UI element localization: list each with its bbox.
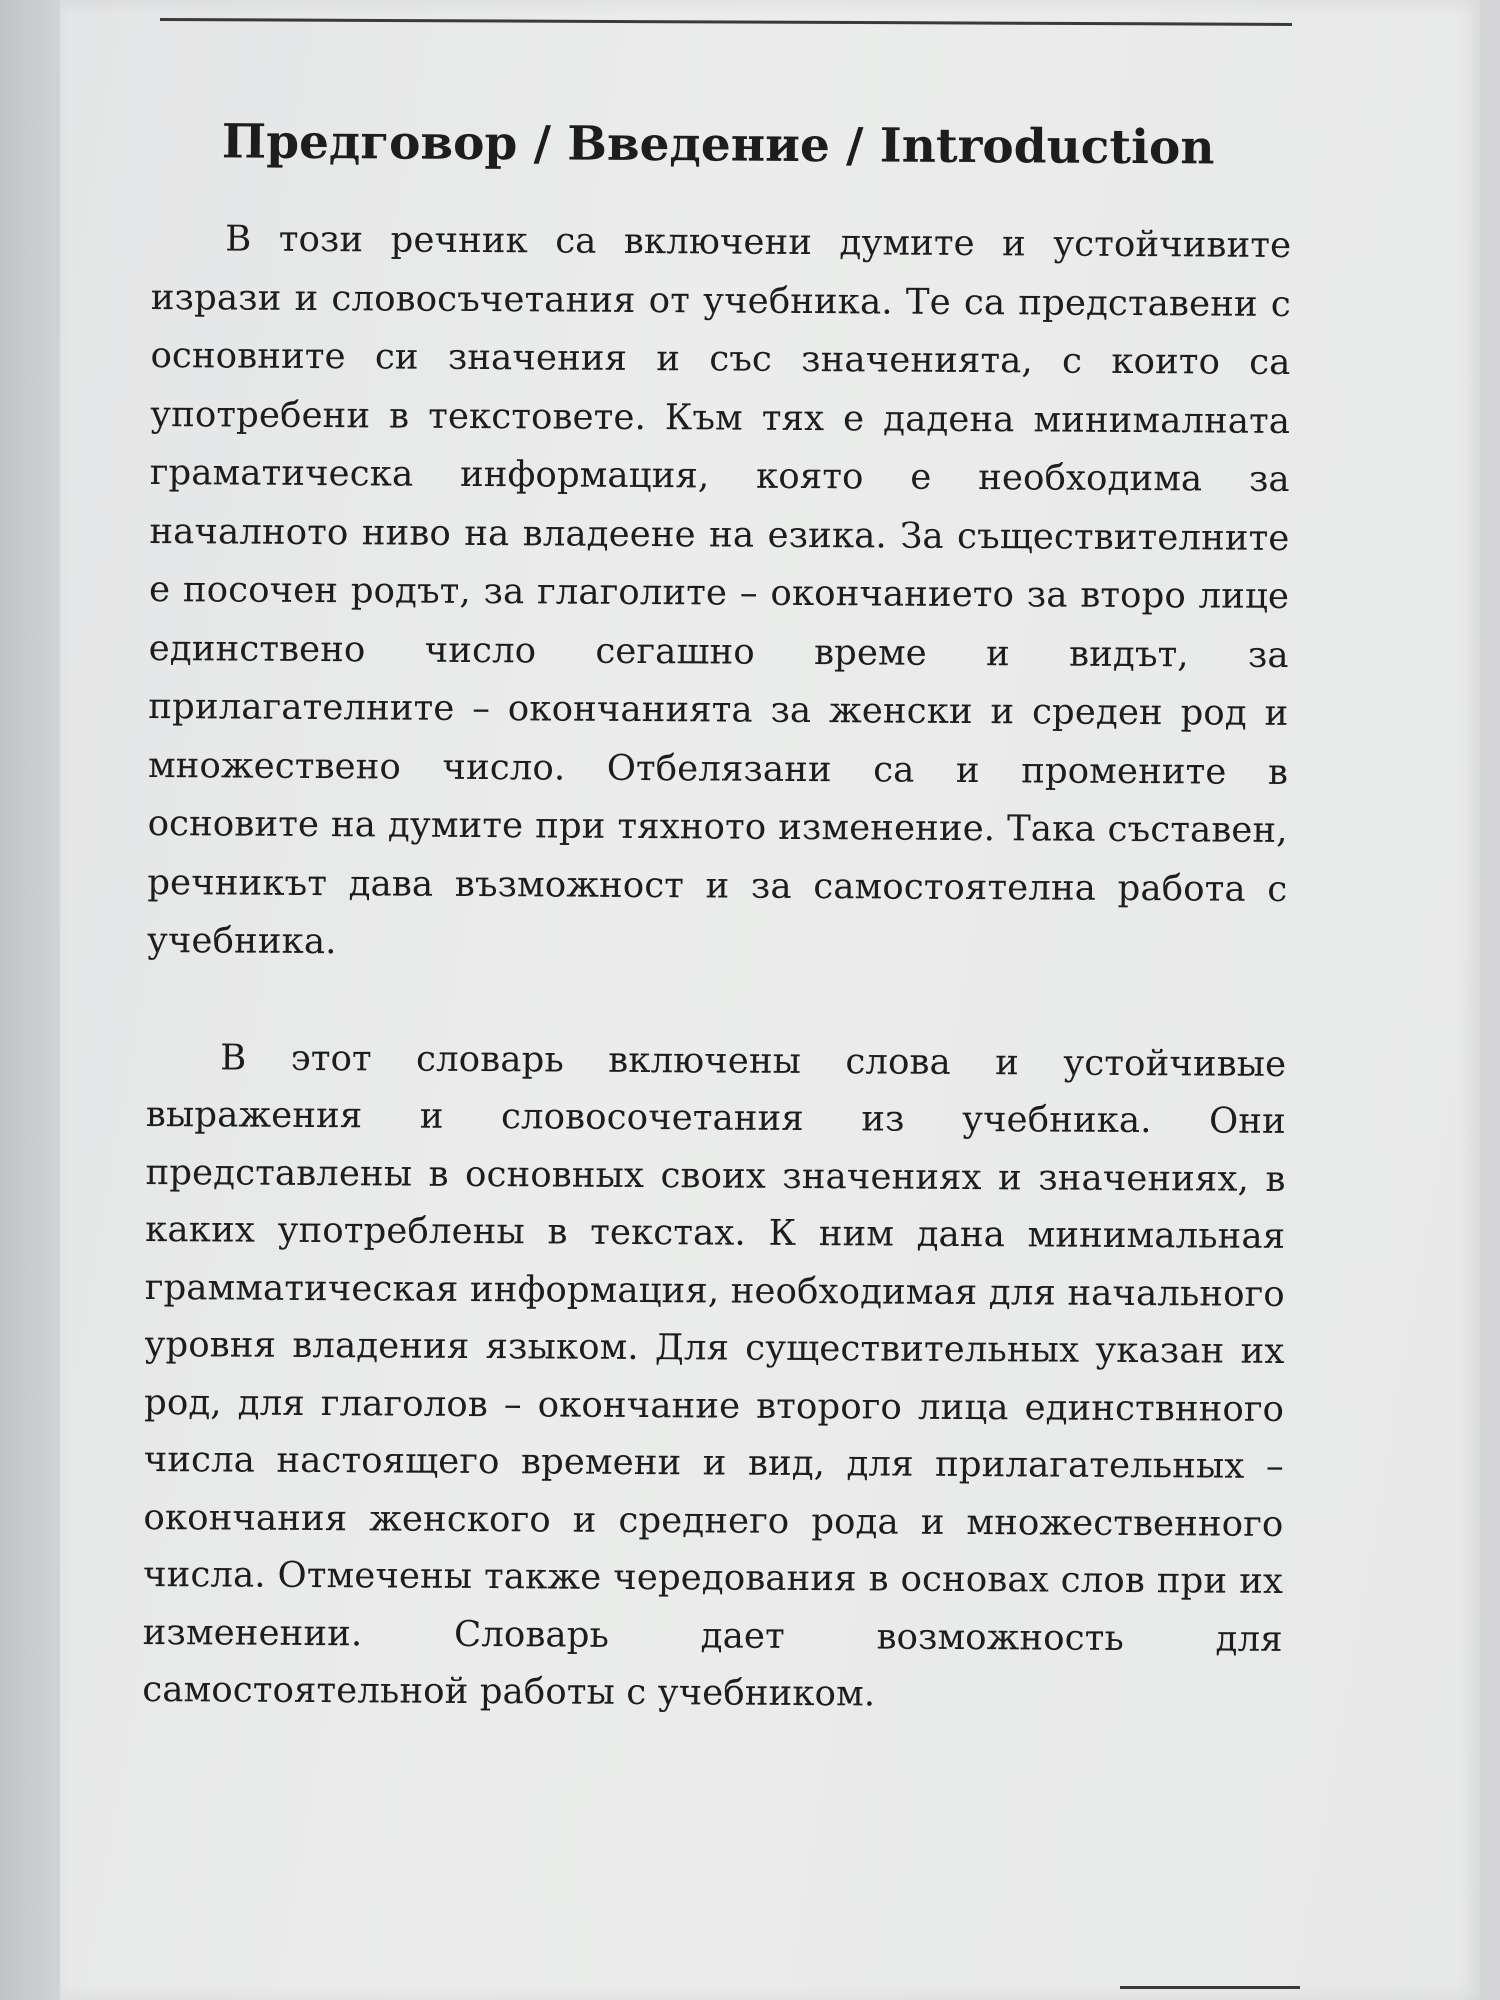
paragraph-russian: В этот словарь включены слова и устойчивые выражения и словосочетания из учебника. Они представлены в основных своих значениях и значениях, в каких употреблены в текстах. К ним дана минимальная грамматическая информация, необходимая для начального уровня владения языком. Для существительных указан их род, для глаголов – окончание второго лица единствнного числа настоящего времени и вид, для прилагательных – окончания женского и среднего рода и множественного числа. Отмечены также чередования в основах слов при их изменении. Словарь дает возможность для самостоятельной работы с учебником. (142, 1036, 1287, 1715)
page-title: Предговор / Введение / Introduction (221, 114, 1215, 176)
page-content (142, 112, 1292, 1725)
bottom-rule-line (1120, 1986, 1300, 1989)
paragraph-bulgarian: В този речник са включени думите и устойчивите изрази и словосъчетания от учебника. Те са представени с основните си значения и със значенията, с които са употребени в текстовете. Към тях е дадена минималната граматическа информация, която е необходима за началното ниво на владеене на езика. За съществителните е посочен родът, за глаголите – окончанието за второ лице единствено число сегашно време и видът, за прилагателните – окончанията за женски и среден род и множествено число. Отбелязани са и промените в основите на думите при тяхното изменение. Така съставен, речникът дава възможност и за самостоятелна работа с учебника. (146, 218, 1292, 963)
